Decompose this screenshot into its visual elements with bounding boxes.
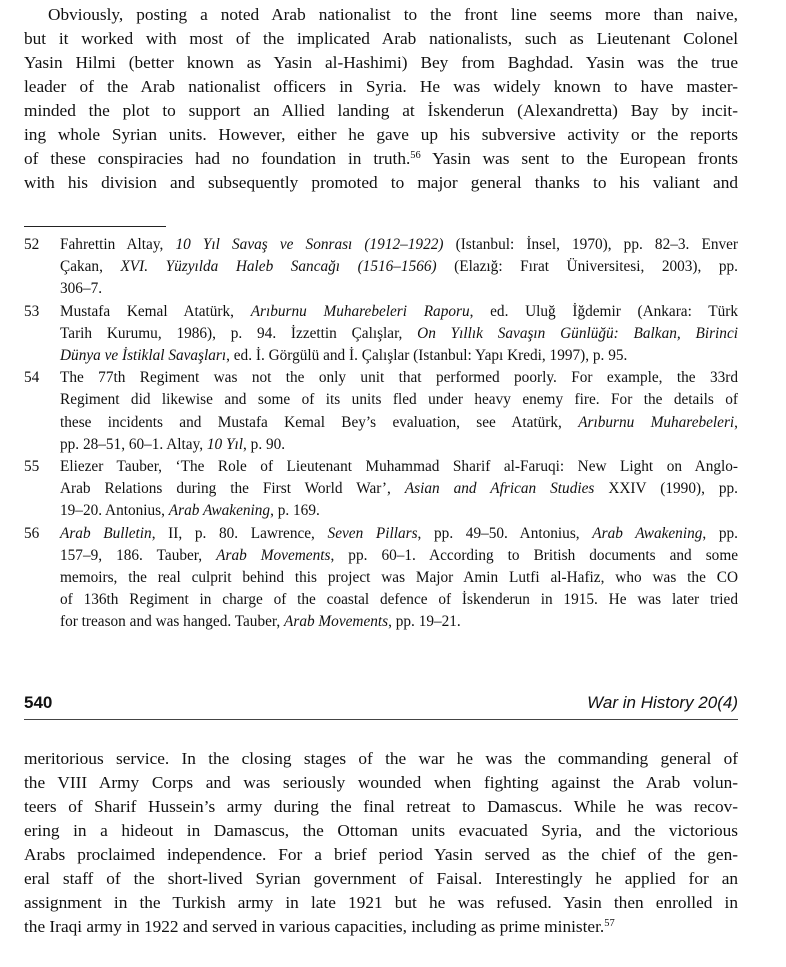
- footnote-segment: 157–9, 186. Tauber,: [60, 546, 217, 564]
- footnote-52: [24, 234, 738, 301]
- citation-title: 10 Yıl Savaş ve Sonrası (1912–1922): [175, 236, 444, 253]
- footnote-segment: Çakan,: [60, 258, 121, 276]
- running-head: [24, 693, 738, 715]
- footnote-segment: of 136th Regiment in charge of the coastal defence of İskenderun in 1915. He was later tried: [60, 591, 738, 609]
- footnote-segment: , ed. Uluğ İğdemir (Ankara: Türk: [469, 302, 738, 320]
- text-line: meritorious service. In the closing stages of the war he was the commanding general of: [24, 749, 738, 768]
- text-line: [24, 915, 738, 939]
- footnote-segment: ,: [734, 413, 738, 431]
- footnote-segment: XXIV (1990), pp.: [594, 480, 738, 498]
- text-line: the VIII Army Corps and was seriously wounded when fighting against the Arab volun-: [24, 773, 738, 792]
- footnote-56: [24, 523, 738, 634]
- citation-title: 10 Yıl: [206, 435, 244, 453]
- footnote-line: [60, 323, 738, 345]
- footnote-segment: 306–7.: [60, 280, 103, 298]
- citation-title: Arıburnu Muharebeleri Raporu: [250, 302, 470, 320]
- footnote-line: [60, 234, 738, 256]
- citation-title: Seven Pillars: [327, 524, 418, 542]
- footnote-segment: Mustafa Kemal Atatürk,: [60, 302, 251, 320]
- footnote-text: [60, 523, 738, 634]
- footnote-line: [60, 278, 738, 300]
- footnote-segment: The 77th Regiment was not the only unit that performed poorly. For example, the 33rd: [60, 369, 738, 387]
- text-line: Arabs proclaimed independence. For a brief period Yasin served as the chief of the gen-: [24, 845, 738, 864]
- footnote-segment: Fahrettin Altay,: [60, 236, 176, 253]
- footnote-segment: pp. 28–51, 60–1. Altay,: [60, 435, 207, 453]
- citation-title: Dünya ve İstiklal Savaşları: [60, 347, 227, 365]
- footnote-line: [60, 301, 738, 323]
- citation-title: Arab Movements: [216, 546, 331, 564]
- footnote-segment: , pp. 49–50. Antonius,: [417, 524, 593, 542]
- footnote-segment: , pp. 19–21.: [388, 613, 461, 631]
- footnote-segment: , II, p. 80. Lawrence,: [151, 524, 328, 542]
- footnote-line: [60, 523, 738, 545]
- text-line: but it worked with most of the implicated Arab nationalists, such as Lieutenant Colonel: [24, 29, 738, 48]
- text-line: assignment in the Turkish army in late 1921 but he was refused. Yasin then enrolled in: [24, 893, 738, 912]
- footnote-text: [60, 367, 738, 456]
- footnote-55: [24, 456, 738, 523]
- footnote-line: [60, 412, 738, 434]
- citation-title: Arab Awakening: [592, 524, 703, 542]
- text-line: with his division and subsequently promoted to major general thanks to his valiant and: [24, 173, 738, 192]
- footnote-segment: (Istanbul: İnsel, 1970), pp. 82–3. Enver: [443, 236, 738, 253]
- page-number: 540: [24, 693, 53, 712]
- footnote-line: [60, 345, 738, 367]
- running-head-rule: [24, 719, 738, 720]
- footnote-number: 53: [24, 302, 40, 320]
- footnote-segment: 19–20. Antonius,: [60, 502, 169, 520]
- footnote-line: [60, 589, 738, 611]
- footnote-segment: memoirs, the real culprit behind this project was Major Amin Lutfi al-Hafiz, who was the CO: [60, 569, 738, 587]
- footnote-number: 52: [24, 236, 40, 253]
- citation-title: XVI. Yüzyılda Haleb Sancağı (1516–1566): [120, 258, 437, 276]
- citation-title: Asian and African Studies: [404, 480, 595, 498]
- footnote-reference[interactable]: 56: [410, 150, 421, 161]
- text-line: ing whole Syrian units. However, either he gave up his subversive activity or the reports: [24, 125, 738, 144]
- text-segment: Yasin was sent to the European fronts: [420, 149, 738, 168]
- footnote-line: [60, 256, 738, 278]
- footnote-segment: these incidents and Mustafa Kemal Bey’s evaluation, see Atatürk,: [60, 413, 579, 431]
- footnote-line: [60, 545, 738, 567]
- footnote-segment: , ed. İ. Görgülü and İ. Çalışlar (Istanbul: Yapı Kredi, 1997), p. 95.: [226, 347, 628, 365]
- footnote-number: 55: [24, 458, 40, 476]
- footnote-reference[interactable]: 57: [604, 918, 615, 929]
- footnote-segment: for treason and was hanged. Tauber,: [60, 613, 285, 631]
- text-line: minded the plot to support an Allied landing at İskenderun (Alexandretta) Bay by incit-: [24, 101, 738, 120]
- footnote-54: [24, 367, 738, 456]
- footnote-segment: Arab Relations during the First World War’,: [60, 480, 405, 498]
- footnote-number: 54: [24, 369, 40, 387]
- citation-title: Arıburnu Muharebeleri: [578, 413, 735, 431]
- footnote-line: [60, 500, 738, 522]
- footnote-line: [60, 434, 738, 456]
- body-paragraph-bottom: [24, 747, 738, 939]
- footnote-segment: , p. 169.: [270, 502, 320, 520]
- citation-title: Arab Movements: [284, 613, 389, 631]
- footnote-segment: , pp. 60–1. According to British documents and some: [330, 546, 739, 564]
- footnote-text: [60, 234, 738, 301]
- footnote-text: [60, 301, 738, 368]
- text-line: eral staff of the short-lived Syrian government of Faisal. Interestingly he applied for an: [24, 869, 738, 888]
- footnote-separator: [24, 226, 166, 227]
- citation-title: Arab Awakening: [168, 502, 271, 520]
- text-line: ering in a hideout in Damascus, the Ottoman units evacuated Syria, and the victorious: [24, 821, 738, 840]
- journal-title: War in History 20(4): [587, 693, 738, 712]
- footnote-line: [60, 456, 738, 478]
- footnote-number: 56: [24, 524, 40, 542]
- footnote-53: [24, 301, 738, 368]
- text-line: leader of the Arab nationalist officers in Syria. He was widely known to have master-: [24, 77, 738, 96]
- text-line: teers of Sharif Hussein’s army during the final retreat to Damascus. While he was recov-: [24, 797, 738, 816]
- footnote-line: [60, 611, 738, 633]
- text-line: Yasin Hilmi (better known as Yasin al-Hashimi) Bey from Baghdad. Yasin was the true: [24, 53, 738, 72]
- footnote-segment: (Elazığ: Fırat Üniversitesi, 2003), pp.: [436, 258, 738, 276]
- text-segment: the Iraqi army in 1922 and served in various capacities, including as prime minister.: [24, 917, 605, 936]
- footnote-segment: Tarih Kurumu, 1986), p. 94. İzzettin Çalışlar,: [60, 324, 418, 342]
- footnote-segment: , pp.: [702, 524, 738, 542]
- text-line: [24, 147, 738, 171]
- footnote-line: [60, 367, 738, 389]
- footnote-line: [60, 389, 738, 411]
- text-line: Obviously, posting a noted Arab nationalist to the front line seems more than naive,: [48, 5, 738, 24]
- citation-title: On Yıllık Savaşın Günlüğü: Balkan, Birinci: [417, 324, 738, 342]
- footnote-segment: Eliezer Tauber, ‘The Role of Lieutenant Muhammad Sharif al-Faruqi: New Light on Anglo-: [60, 458, 738, 476]
- text-segment: of these conspiracies had no foundation in truth.: [24, 149, 411, 168]
- footnote-line: [60, 478, 738, 500]
- footnote-segment: Regiment did likewise and some of its units fled under heavy enemy fire. For the details of: [60, 391, 738, 409]
- citation-title: Arab Bulletin: [60, 524, 152, 542]
- footnotes-section: [24, 234, 738, 634]
- footnote-line: [60, 567, 738, 589]
- body-paragraph-top: [24, 3, 738, 195]
- footnote-segment: , p. 90.: [243, 435, 286, 453]
- footnote-text: [60, 456, 738, 523]
